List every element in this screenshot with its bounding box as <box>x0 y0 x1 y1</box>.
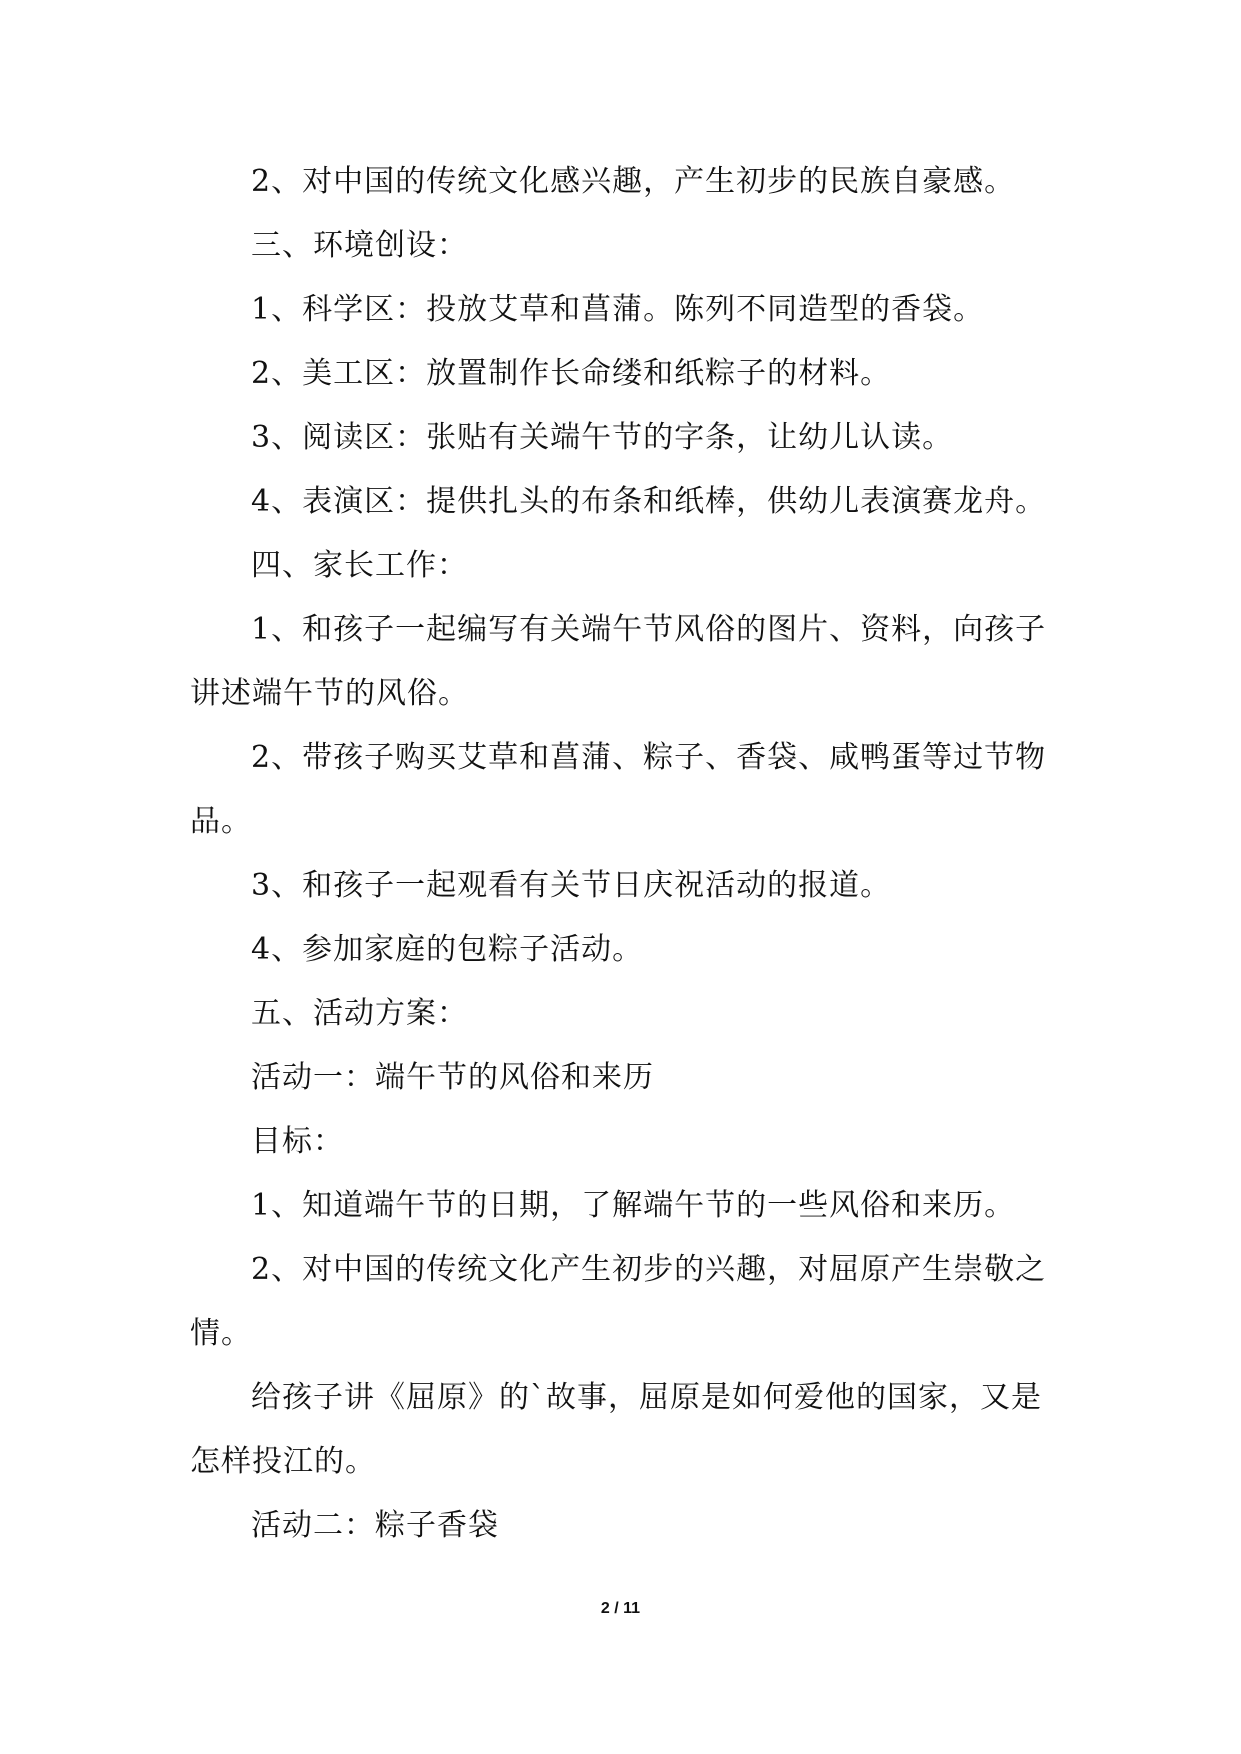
paragraph: 给孩子讲《屈原》的`故事，屈原是如何爱他的国家，又是怎样投江的。 <box>190 1380 1042 1479</box>
paragraph: 4、参加家庭的包粽子活动。 <box>251 932 644 967</box>
paragraph: 4、表演区：提供扎头的布条和纸棒，供幼儿表演赛龙舟。 <box>251 484 1047 519</box>
paragraph: 1、科学区：投放艾草和菖蒲。陈列不同造型的香袋。 <box>251 292 985 327</box>
paragraph: 3、阅读区：张贴有关端午节的字条，让幼儿认读。 <box>251 420 954 455</box>
paragraph: 目标： <box>251 1124 344 1159</box>
section-heading: 五、活动方案： <box>251 996 468 1031</box>
activity-title: 活动一：端午节的风俗和来历 <box>251 1060 654 1095</box>
section-heading: 四、家长工作： <box>251 548 468 583</box>
paragraph: 1、知道端午节的日期，了解端午节的一些风俗和来历。 <box>251 1188 1016 1223</box>
paragraph: 1、和孩子一起编写有关端午节风俗的图片、资料，向孩子讲述端午节的风俗。 <box>190 612 1047 711</box>
paragraph: 2、对中国的传统文化感兴趣，产生初步的民族自豪感。 <box>251 164 1016 199</box>
paragraph: 3、和孩子一起观看有关节日庆祝活动的报道。 <box>251 868 892 903</box>
paragraph: 2、美工区：放置制作长命缕和纸粽子的材料。 <box>251 356 892 391</box>
page-number: 2 / 11 <box>600 1600 641 1617</box>
paragraph: 2、带孩子购买艾草和菖蒲、粽子、香袋、咸鸭蛋等过节物品。 <box>190 740 1047 839</box>
section-heading: 三、环境创设： <box>251 228 468 263</box>
document-body <box>190 150 1052 1558</box>
activity-title: 活动二：粽子香袋 <box>251 1508 499 1543</box>
paragraph: 2、对中国的传统文化产生初步的兴趣，对屈原产生崇敬之情。 <box>190 1252 1047 1351</box>
